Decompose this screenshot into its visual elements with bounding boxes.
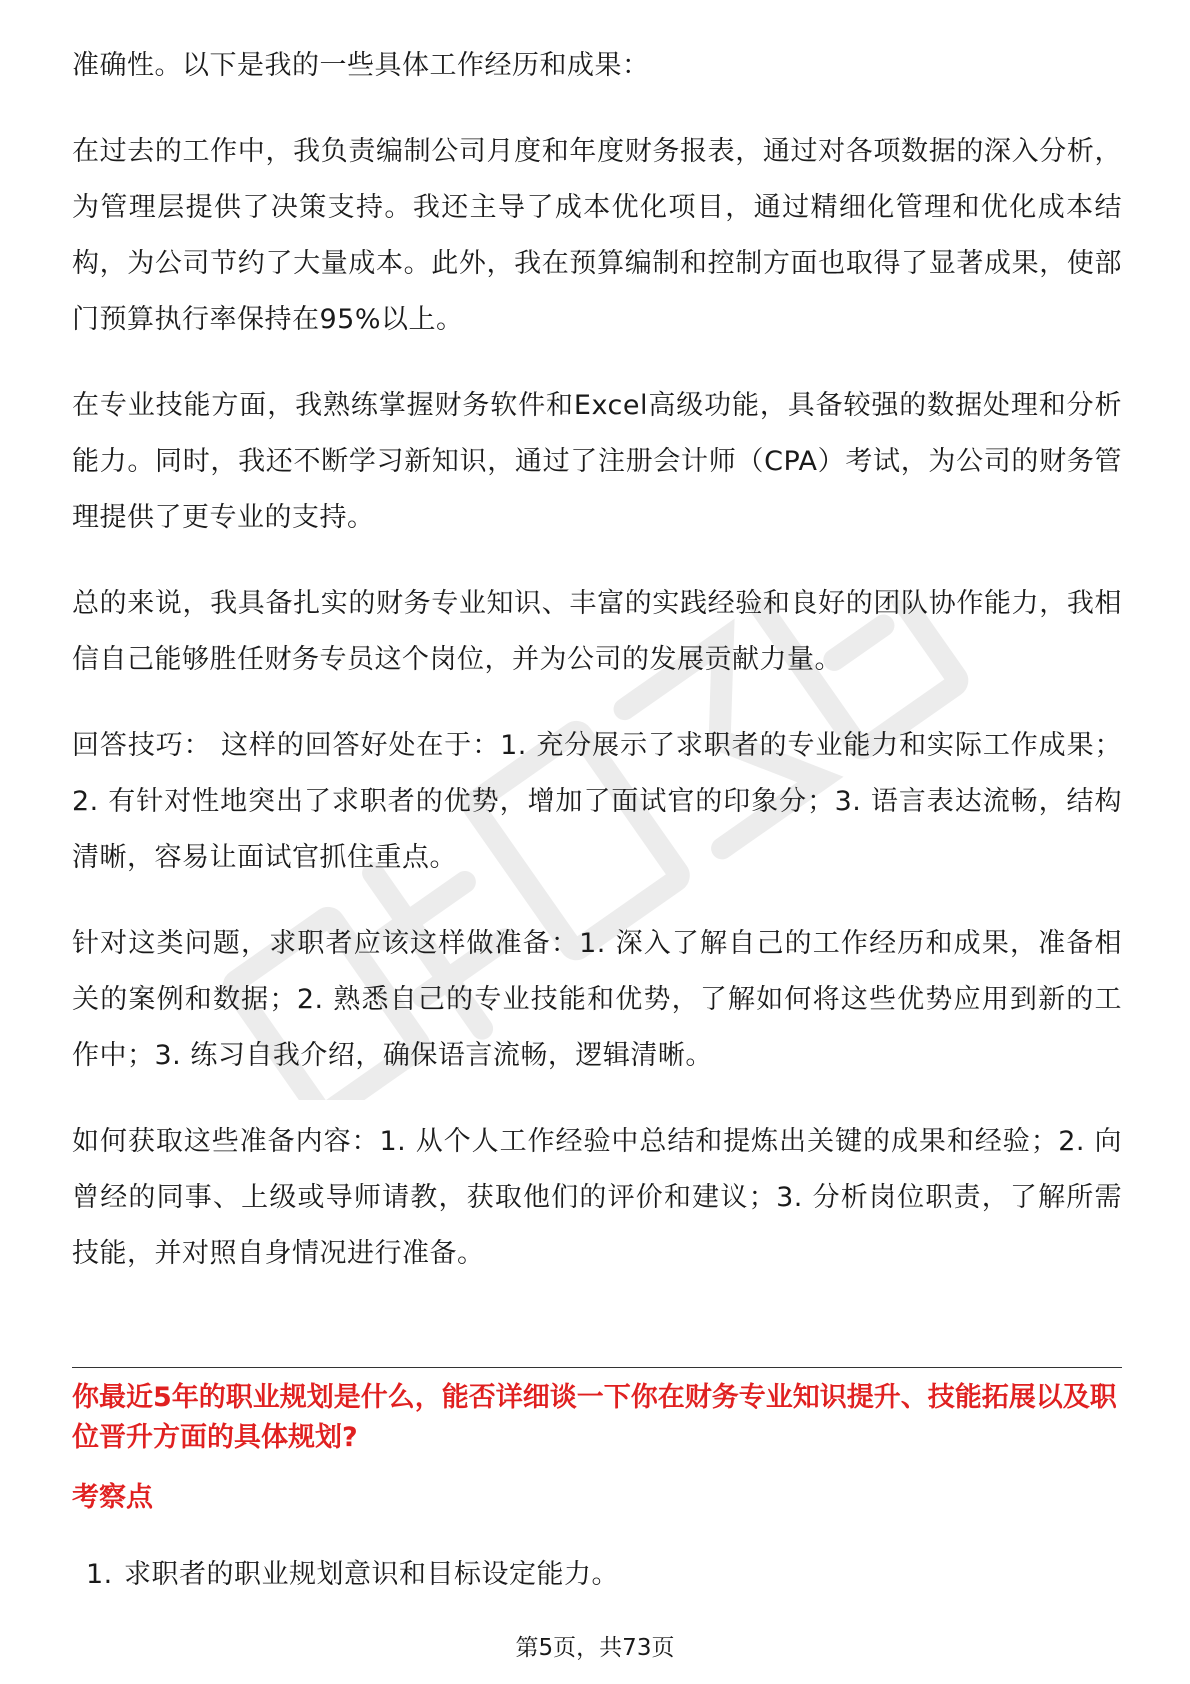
section-divider — [72, 1367, 1122, 1368]
paragraph-intro-end: 准确性。以下是我的一些具体工作经历和成果： — [72, 50, 650, 81]
section-heading-key-points: 考察点 — [72, 1482, 153, 1513]
list-item-text: 求职者的职业规划意识和目标设定能力。 — [124, 1559, 619, 1590]
page-footer: 第5页，共73页 — [515, 1635, 675, 1661]
interview-question: 你最近5年的职业规划是什么，能否详细谈一下你在财务专业知识提升、技能拓展以及职位晋升方面的具体规划? — [72, 1382, 1117, 1453]
list-item-number: 1. — [86, 1559, 113, 1590]
paragraph-work-experience: 在过去的工作中，我负责编制公司月度和年度财务报表，通过对各项数据的深入分析，为管理层提供了决策支持。我还主导了成本优化项目，通过精细化管理和优化成本结构，为公司节约了大量成本。此外，我在预算编制和控制方面也取得了显著成果，使部门预算执行率保持在95%以上。 — [72, 136, 1122, 335]
paragraph-preparation: 针对这类问题，求职者应该这样做准备：1. 深入了解自己的工作经历和成果，准备相关的案例和数据；2. 熟悉自己的专业技能和优势，了解如何将这些优势应用到新的工作中；3. 练习自我介绍，确保语言流畅，逻辑清晰。 — [72, 928, 1122, 1071]
paragraph-answer-tips: 回答技巧： 这样的回答好处在于：1. 充分展示了求职者的专业能力和实际工作成果；2. 有针对性地突出了求职者的优势，增加了面试官的印象分；3. 语言表达流畅，结构清晰，容易让面试官抓住重点。 — [72, 730, 1122, 873]
body-content — [72, 38, 1122, 1312]
paragraph-professional-skills: 在专业技能方面，我熟练掌握财务软件和Excel高级功能，具备较强的数据处理和分析能力。同时，我还不断学习新知识，通过了注册会计师（CPA）考试，为公司的财务管理提供了更专业的支持。 — [72, 390, 1122, 533]
list-item — [86, 1555, 619, 1595]
paragraph-summary: 总的来说，我具备扎实的财务专业知识、丰富的实践经验和良好的团队协作能力，我相信自己能够胜任财务专员这个岗位，并为公司的发展贡献力量。 — [72, 588, 1122, 675]
paragraph-obtain-content: 如何获取这些准备内容：1. 从个人工作经验中总结和提炼出关键的成果和经验；2. 向曾经的同事、上级或导师请教，获取他们的评价和建议；3. 分析岗位职责，了解所需技能，并对照自身情况进行准备。 — [72, 1126, 1122, 1269]
